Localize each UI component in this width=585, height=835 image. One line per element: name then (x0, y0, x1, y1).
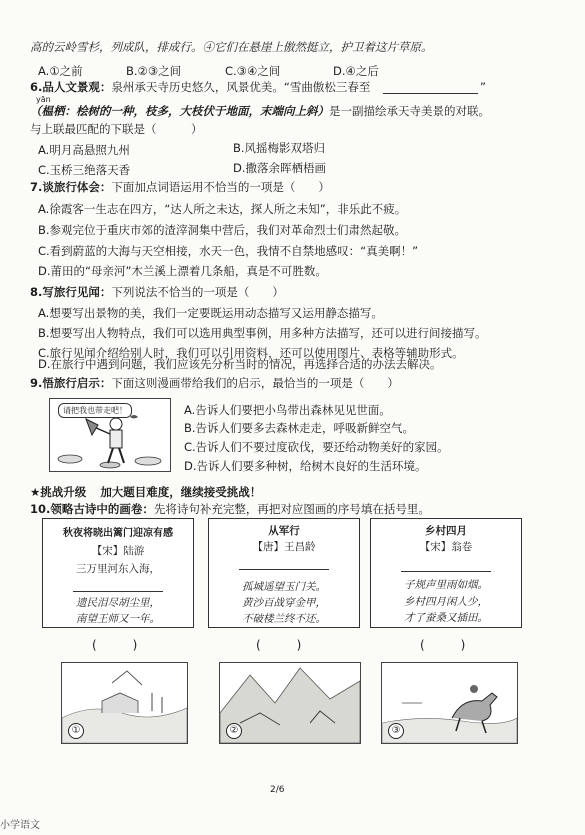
q10-question: 先将诗句补充完整，再把对应图画的序号填在括号里。 (153, 502, 430, 516)
q7-question: 下面加点词语运用不恰当的一项是（ ） (111, 180, 330, 194)
q10-label: 10.领略古诗中的画卷： (30, 502, 154, 516)
poem-picture-1 (61, 662, 188, 744)
answer-paren-3[interactable]: ( ) (420, 638, 466, 652)
poem-line: 南望王师又一年。 (76, 613, 160, 625)
q7-option-b: B.参观完位于重庆市郊的渣滓洞集中营后，我们对革命烈士们肃然起敬。 (38, 223, 407, 237)
q7-option-a: A.徐霞客一生志在四方，“达人所之未达，探人所之未知”，非乐此不疲。 (38, 202, 407, 216)
q7-stem (30, 180, 330, 195)
q6-stem-text: 泉州承天寺历史悠久，风景优美。“雪曲傲松三春至 (111, 80, 371, 94)
picture-number: ① (68, 723, 84, 739)
cartoon-speech-bubble: 请把我也带走吧！ (58, 403, 132, 418)
q9-option-b: B.告诉人们要多去森林走走，呼吸新鲜空气。 (184, 421, 415, 435)
q8-option-c: C.旅行见闻介绍给别人时，我们可以引用资料，还可以使用图片、表格等辅助形式。 (38, 346, 464, 360)
q5-option-a: A.①之前 (38, 64, 83, 78)
poem-card-3 (370, 518, 522, 628)
q6-answer-blank[interactable] (383, 93, 478, 94)
poem-dynasty-author: 【宋】陆游 (91, 545, 145, 557)
q6-quote-end: ” (480, 80, 486, 94)
poem-picture-3 (381, 662, 518, 744)
q6-option-a: A.明月高悬照九州 (38, 143, 130, 157)
challenge-label: ★挑战升级 (30, 485, 87, 499)
q5-option-b: B.②③之间 (126, 64, 182, 78)
q8-option-a: A.想要写出景物的美，我们一定要既运用动态描写又运用静态描写。 (38, 306, 383, 320)
q8-stem (30, 285, 284, 300)
q6-option-d: D.撒落余晖栖梧画 (233, 161, 327, 175)
poem-card-1 (42, 518, 194, 628)
q9-cartoon-image (49, 398, 171, 472)
q6-question: 与上联最匹配的下联是（ ） (30, 122, 203, 136)
poem-line: 遗民泪尽胡尘里， (76, 597, 160, 609)
q9-label: 9.悟旅行启示： (30, 376, 112, 390)
q5-option-d: D.④之后 (333, 64, 379, 78)
picture-number: ② (226, 723, 242, 739)
q6-option-b: B.风摇梅影双塔归 (233, 141, 326, 155)
q5-option-c: C.③④之间 (225, 64, 281, 78)
q8-option-d: D.在旅行中遇到问题，我们应该先分析当时的情况，再选择合适的办法去解决。 (38, 357, 442, 371)
poem-dynasty-author: 【宋】翁卷 (419, 541, 473, 553)
q9-question: 下面这则漫画带给我们的启示，最恰当的一项是（ ） (111, 376, 399, 390)
poem-line: 黄沙百战穿金甲， (242, 597, 326, 609)
poem-dynasty-author: 【唐】王昌龄 (252, 541, 316, 553)
cartoon-lumberjack-drawing (50, 399, 170, 471)
q7-option-c: C.看到蔚蓝的大海与天空相接，水天一色，我情不自禁地感叹：“真美啊！” (38, 244, 419, 258)
q9-stem (30, 376, 399, 391)
picture-number: ③ (388, 723, 404, 739)
poem-title: 乡村四月 (425, 525, 467, 537)
q6-label: 6.品人文景观： (30, 80, 112, 94)
poem-blank-line[interactable] (73, 591, 163, 592)
q6-pinyin: yān (36, 95, 51, 104)
poem-line: 乡村四月闲人少， (404, 596, 488, 608)
poem-blank-line[interactable] (401, 571, 491, 572)
page-number: 2/6 (270, 785, 285, 795)
q7-option-d: D.莆田的“母亲河”木兰溪上漂着几条船，真是不可胜数。 (38, 264, 327, 278)
q6-note: （榅栖：桧树的一种，枝多，大枝伏于地面，末端向上斜） (30, 104, 329, 118)
q5-text-line: 高的云岭雪杉，列成队，排成行。④它们在悬崖上傲然挺立，护卫着这片草原。 (30, 40, 433, 54)
challenge-banner (30, 485, 261, 500)
q9-option-c: C.告诉人们不要过度砍伐，要还给动物美好的家园。 (184, 440, 449, 454)
poem-blank-line[interactable] (239, 569, 329, 570)
poem-line: 才了蚕桑又插田。 (404, 612, 488, 624)
poem-title: 从军行 (268, 525, 300, 537)
poem-line: 子规声里雨如烟。 (404, 579, 488, 591)
q6-note-line (30, 104, 490, 119)
q6-note-rest: 是一副描绘承天寺美景的对联。 (329, 104, 490, 118)
poem-card-2 (208, 518, 360, 628)
poem-line: 孤城遥望玉门关。 (242, 581, 326, 593)
q9-option-d: D.告诉人们要多种树，给树木良好的生活环境。 (184, 459, 427, 473)
footer-text: 小学语文 (0, 820, 40, 831)
q8-question: 下列说法不恰当的一项是（ ） (111, 285, 284, 299)
challenge-text: 加大题目难度，继续接受挑战！ (100, 485, 262, 499)
poem-picture-2 (219, 662, 361, 744)
answer-paren-2[interactable]: ( ) (256, 638, 302, 652)
q7-label: 7.谈旅行体会： (30, 180, 112, 194)
poem-line: 三万里河东入海， (76, 563, 160, 575)
q10-stem (30, 502, 430, 517)
q6-stem (30, 80, 370, 95)
q8-option-b: B.想要写出人物特点，我们可以选用典型事例，用多种方法描写，还可以进行间接描写。 (38, 326, 487, 340)
q8-label: 8.写旅行见闻： (30, 285, 112, 299)
answer-paren-1[interactable]: ( ) (92, 638, 138, 652)
poem-line: 不破楼兰终不还。 (242, 613, 326, 625)
q6-option-c: C.玉桥三绝落天香 (38, 163, 131, 177)
q9-option-a: A.告诉人们要把小鸟带出森林见见世面。 (184, 403, 391, 417)
poem-title: 秋夜将晓出篱门迎凉有感 (63, 528, 173, 539)
